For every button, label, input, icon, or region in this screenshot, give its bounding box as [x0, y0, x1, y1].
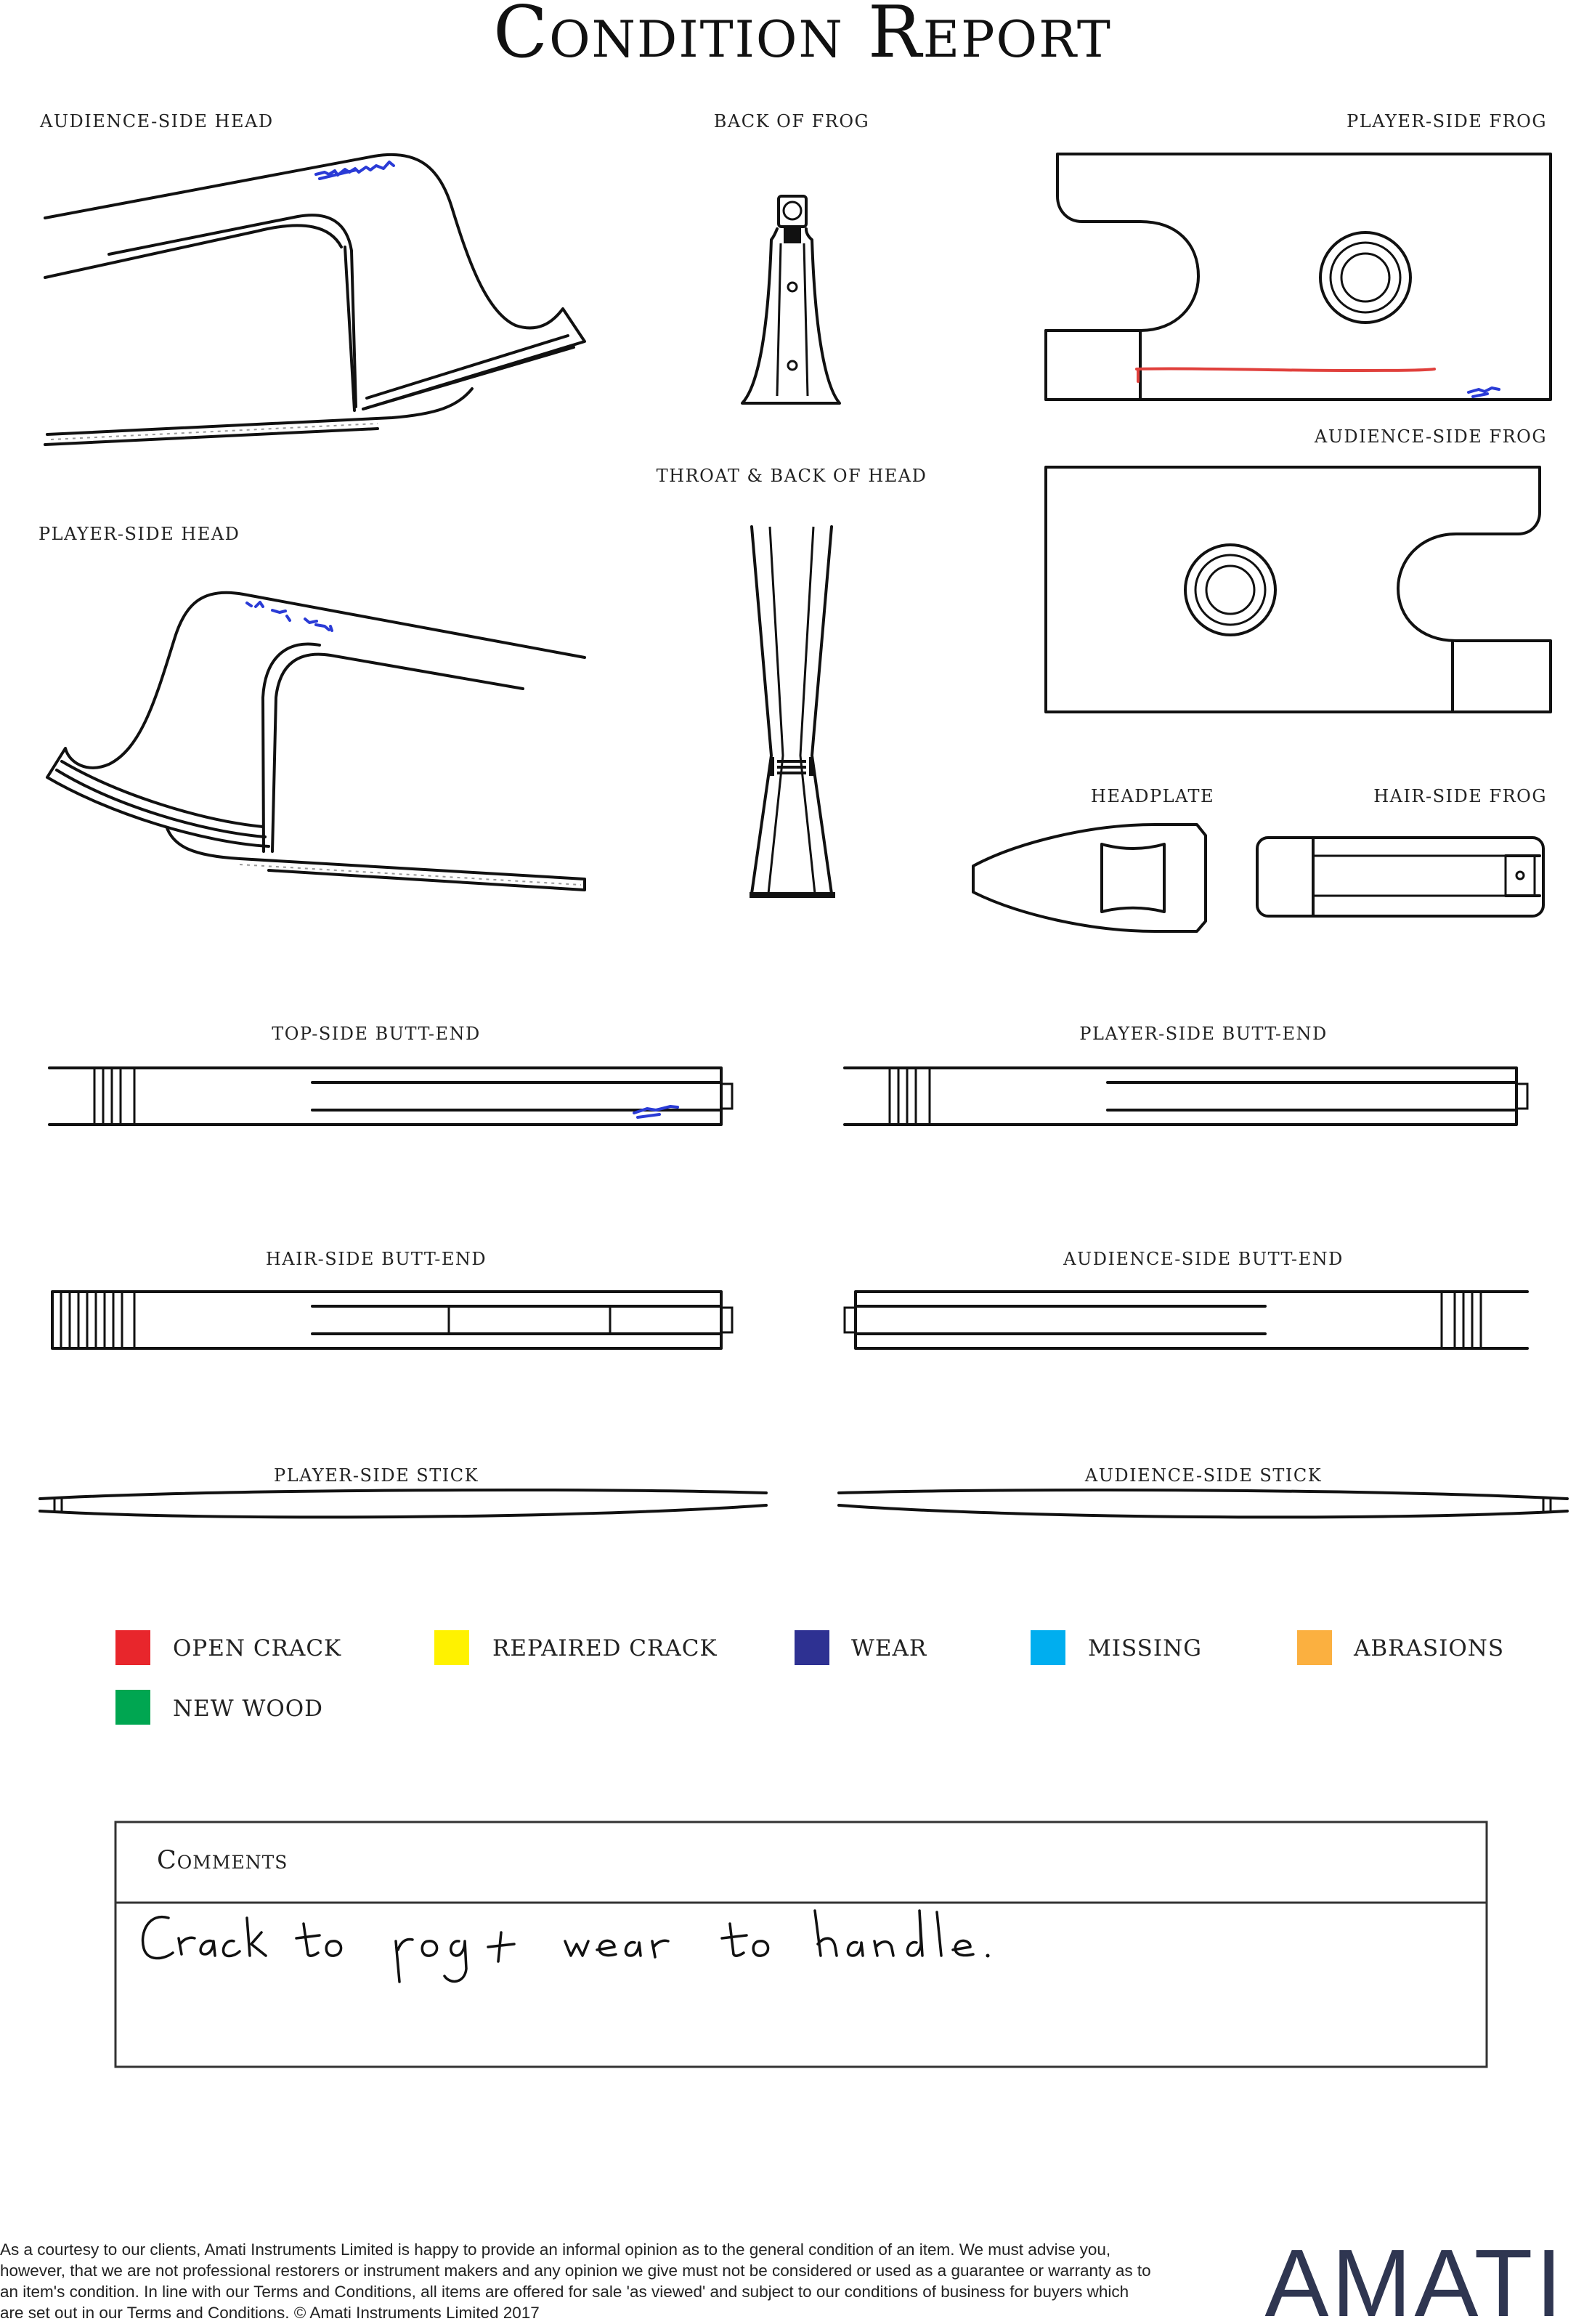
page-title: Condition Report	[493, 0, 1112, 74]
hair-side-frog-diagram	[1257, 838, 1543, 916]
comments-box	[115, 1822, 1487, 2067]
back-of-frog-diagram	[742, 196, 840, 403]
legend-item-new-wood	[115, 1690, 323, 1725]
audience-side-stick-diagram	[839, 1490, 1567, 1517]
player-side-frog-diagram	[1046, 154, 1551, 400]
player-side-head-diagram	[47, 593, 585, 890]
label-headplate: HEADPLATE	[1090, 786, 1215, 806]
legend-item-wear	[795, 1630, 927, 1665]
legend-label: OPEN CRACK	[173, 1635, 342, 1661]
legend	[115, 1630, 1504, 1725]
label-audience-side-head: AUDIENCE-SIDE HEAD	[40, 111, 274, 131]
brand-logo: AMATI	[1264, 2230, 1565, 2324]
label-player-side-frog: PLAYER-SIDE FROG	[1347, 111, 1547, 131]
legend-item-missing	[1031, 1630, 1202, 1665]
legend-swatch	[115, 1690, 150, 1725]
legend-label: REPAIRED CRACK	[492, 1635, 718, 1661]
comments-heading: Comments	[157, 1846, 288, 1875]
legend-item-repaired-crack	[434, 1630, 718, 1665]
audience-side-head-diagram	[45, 155, 585, 445]
crack-mark-player-frog	[1137, 368, 1434, 371]
label-top-side-butt-end: TOP-SIDE BUTT-END	[272, 1024, 481, 1044]
label-audience-side-frog: AUDIENCE-SIDE FROG	[1314, 426, 1547, 447]
label-back-of-frog: BACK OF FROG	[713, 111, 870, 131]
audience-side-butt-end-diagram	[845, 1292, 1527, 1348]
legend-label: ABRASIONS	[1354, 1635, 1505, 1661]
throat-back-of-head-diagram	[750, 527, 835, 898]
top-side-butt-end-diagram	[49, 1068, 732, 1125]
audience-side-frog-diagram	[1046, 467, 1551, 712]
wear-mark-player-frog	[1469, 388, 1499, 397]
label-audience-side-butt-end: AUDIENCE-SIDE BUTT-END	[1063, 1249, 1344, 1269]
legend-label: WEAR	[851, 1635, 927, 1661]
label-player-side-butt-end: PLAYER-SIDE BUTT-END	[1079, 1024, 1328, 1044]
legend-item-abrasions	[1297, 1630, 1504, 1665]
legend-swatch	[1031, 1630, 1065, 1665]
comments-handwriting	[143, 1911, 990, 1982]
legend-swatch	[1297, 1630, 1332, 1665]
label-player-side-stick: PLAYER-SIDE STICK	[273, 1465, 479, 1486]
legend-label: NEW WOOD	[173, 1696, 324, 1722]
legend-item-open-crack	[115, 1630, 341, 1665]
wear-mark-top-butt	[634, 1106, 678, 1117]
legend-label: MISSING	[1088, 1635, 1203, 1661]
hair-side-butt-end-diagram	[52, 1292, 732, 1348]
label-audience-side-stick: AUDIENCE-SIDE STICK	[1084, 1465, 1323, 1486]
legend-swatch	[115, 1630, 150, 1665]
wear-mark-throat	[770, 757, 813, 776]
player-side-stick-diagram	[40, 1490, 766, 1517]
player-side-butt-end-diagram	[845, 1068, 1527, 1125]
headplate-diagram	[973, 825, 1206, 931]
legend-swatch	[434, 1630, 469, 1665]
label-hair-side-frog: HAIR-SIDE FROG	[1373, 786, 1547, 806]
label-throat-back-of-head: THROAT & BACK OF HEAD	[656, 466, 927, 486]
wear-mark-player-head	[247, 602, 332, 631]
label-hair-side-butt-end: HAIR-SIDE BUTT-END	[265, 1249, 487, 1269]
legend-swatch	[795, 1630, 829, 1665]
label-player-side-head: PLAYER-SIDE HEAD	[38, 524, 240, 544]
disclaimer-text: As a courtesy to our clients, Amati Instruments Limited is happy to provide an informal opinion as to the general condition of an item. We must advise you, however, that we are not professional restorers or instrument makers and any opinion we give must not be considered or used as a guarantee or warranty as to an item's condition. In line with our Terms and Conditions, all items are offered for sale 'as viewed' and subject to our conditions of business for buyers which are set out in our Terms and Conditions. © Amati Instruments Limited 2017	[0, 2240, 1151, 2322]
